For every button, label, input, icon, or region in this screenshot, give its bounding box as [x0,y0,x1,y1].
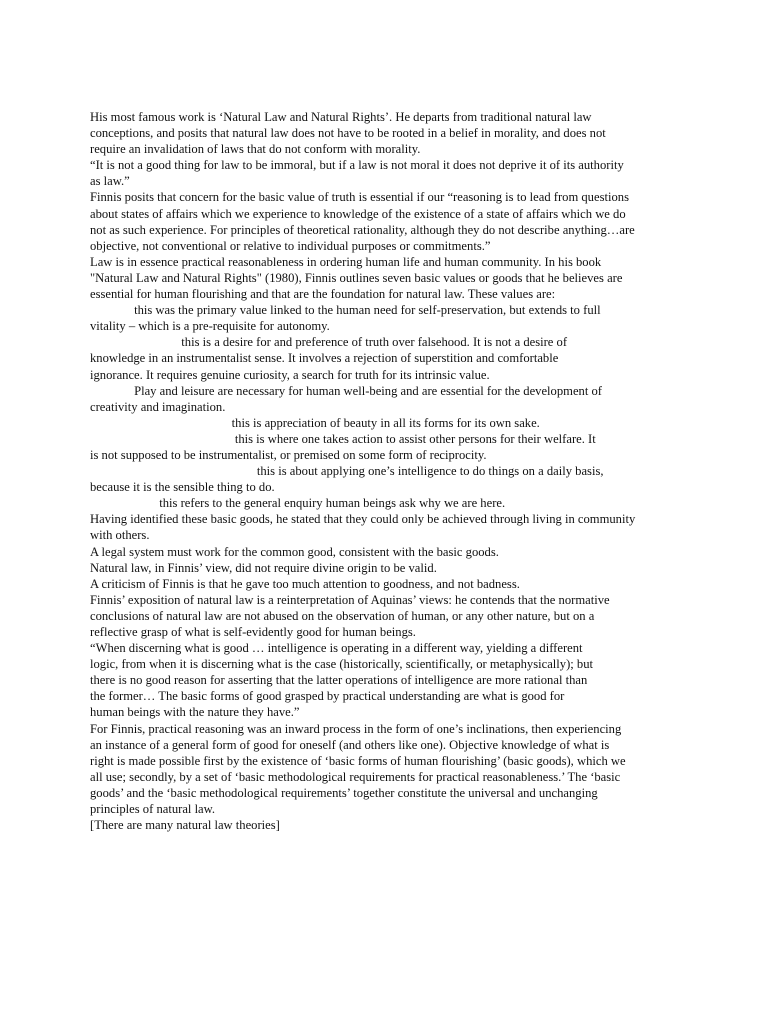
text-line: with others. [90,528,150,543]
text-line: "Natural Law and Natural Rights" (1980), Finnis outlines seven basic values or goods that he believes are [90,270,623,285]
text-line: is not supposed to be instrumentalist, or premised on some form of reciprocity. [90,447,487,462]
text-line: because it is the sensible thing to do. [90,480,275,495]
text-line: objective, not conventional or relative to individual purposes or commitments.” [90,238,491,253]
text-line: human beings with the nature they have.” [90,705,300,720]
text-line: require an invalidation of laws that do not conform with morality. [90,142,421,157]
text-line: this refers to the general enquiry human beings ask why we are here. [90,496,506,511]
text-line: this is where one takes action to assist other persons for their welfare. It [90,431,596,446]
text-line: Having identified these basic goods, he stated that they could only be achieved through living in community [90,512,636,527]
text-line: as law.” [90,174,130,189]
document-body [90,109,680,833]
text-line: there is no good reason for asserting that the latter operations of intelligence are more rational than [90,673,588,688]
text-line: the former… The basic forms of good grasped by practical understanding are what is good for [90,689,565,704]
text-line: vitality – which is a pre-requisite for autonomy. [90,319,330,334]
text-line: Play and leisure are necessary for human well-being and are essential for the development of [90,383,602,398]
text-line: conclusions of natural law are not abused on the observation of human, or any other nature, but on a [90,608,595,623]
text-line: A legal system must work for the common good, consistent with the basic goods. [90,544,499,559]
text-line: this is a desire for and preference of truth over falsehood. It is not a desire of [90,335,568,350]
text-line: “It is not a good thing for law to be immoral, but if a law is not moral it does not deprive it of its authority [90,158,624,173]
text-line: His most famous work is ‘Natural Law and Natural Rights’. He departs from traditional natural law [90,110,592,124]
text-line: right is made possible first by the existence of ‘basic forms of human flourishing’ (basic goods), which we [90,753,626,768]
text-line: goods’ and the ‘basic methodological requirements’ together constitute the universal and unchanging [90,785,598,800]
text-line: A criticism of Finnis is that he gave too much attention to goodness, and not badness. [90,576,520,591]
text-line: [There are many natural law theories] [90,818,280,833]
text-line: this was the primary value linked to the human need for self-preservation, but extends to full [90,303,601,318]
text-line: creativity and imagination. [90,399,226,414]
text-line: ignorance. It requires genuine curiosity, a search for truth for its intrinsic value. [90,367,490,382]
text-line: about states of affairs which we experience to knowledge of the existence of a state of affairs which we do [90,206,626,221]
text-line: Law is in essence practical reasonableness in ordering human life and human community. In his book [90,254,602,269]
text-line: essential for human flourishing and that are the foundation for natural law. These values are: [90,287,556,302]
text-line: conceptions, and posits that natural law does not have to be rooted in a belief in morality, and does not [90,126,606,141]
text-line: logic, from when it is discerning what is the case (historically, scientifically, or metaphysically); but [90,657,594,672]
text-line: this is about applying one’s intelligence to do things on a daily basis, [90,464,604,479]
text-line: principles of natural law. [90,802,216,817]
text-line: “When discerning what is good … intelligence is operating in a different way, yielding a different [90,641,583,656]
text-line: this is appreciation of beauty in all its forms for its own sake. [90,415,540,430]
text-line: not as such experience. For principles of theoretical rationality, although they do not describe anything…are [90,222,635,237]
text-line: Natural law, in Finnis’ view, did not require divine origin to be valid. [90,560,437,575]
text-line: For Finnis, practical reasoning was an inward process in the form of one’s inclinations, then experiencing [90,721,622,736]
text-line: knowledge in an instrumentalist sense. It involves a rejection of superstition and comfortable [90,351,559,366]
text-line: Finnis’ exposition of natural law is a reinterpretation of Aquinas’ views: he contends that the normative [90,592,610,607]
text-line: all use; secondly, by a set of ‘basic methodological requirements for practical reasonableness.’ The ‘basic [90,769,621,784]
text-line: an instance of a general form of good for oneself (and others like one). Objective knowledge of what is [90,737,610,752]
text-line: reflective grasp of what is self-evidently good for human beings. [90,625,416,639]
text-line: Finnis posits that concern for the basic value of truth is essential if our “reasoning is to lead from questions [90,190,629,205]
